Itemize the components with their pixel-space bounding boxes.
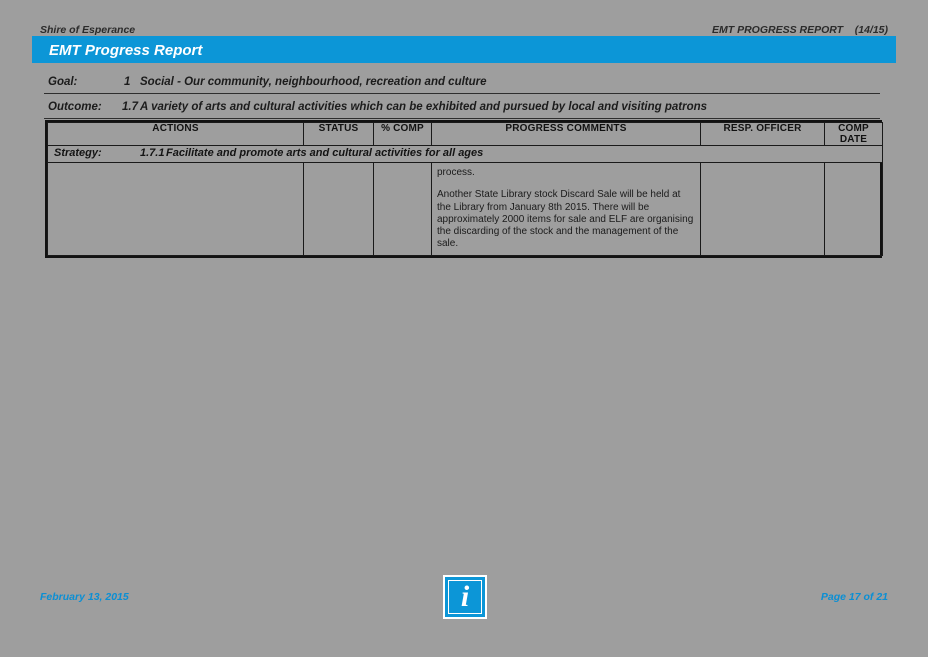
strategy-label: Strategy: bbox=[54, 147, 102, 159]
cell-status-text bbox=[304, 163, 373, 171]
strategy-number: 1.7.1 bbox=[140, 147, 165, 159]
cell-comp-date bbox=[825, 163, 883, 256]
outcome-number: 1.7 bbox=[122, 101, 138, 113]
outcome-row bbox=[44, 99, 880, 119]
logo-glyph: i bbox=[460, 580, 470, 613]
cell-percent-complete-text bbox=[374, 163, 431, 171]
column-header-comp-date: COMP DATE bbox=[825, 123, 883, 146]
cell-resp-officer bbox=[701, 163, 825, 256]
progress-comment-paragraph: Another State Library stock Discard Sale will be held at the Library from January 8th 2015. There will be approximately 2000 items for sale and ELF are organising the discarding of the stock and the management of the sale. bbox=[437, 189, 694, 250]
cell-resp-officer-text bbox=[701, 163, 824, 171]
goal-number: 1 bbox=[124, 76, 131, 88]
column-header-resp-officer: RESP. OFFICER bbox=[701, 123, 825, 146]
cell-actions-text bbox=[48, 163, 303, 171]
cell-percent-complete bbox=[374, 163, 432, 256]
table-header-row bbox=[48, 123, 883, 146]
table-row bbox=[48, 163, 883, 256]
running-header-right: EMT PROGRESS REPORT (14/15) bbox=[711, 24, 888, 36]
footer-date: February 13, 2015 bbox=[40, 591, 129, 603]
strategy-row bbox=[48, 146, 883, 163]
goal-label: Goal: bbox=[48, 76, 78, 88]
outcome-label: Outcome: bbox=[48, 101, 102, 113]
column-header-progress-comments: PROGRESS COMMENTS bbox=[432, 123, 701, 146]
goal-row bbox=[44, 74, 880, 94]
running-header-left: Shire of Esperance bbox=[40, 24, 136, 36]
footer-page-number: Page 17 of 21 bbox=[820, 591, 888, 603]
goal-text: Social - Our community, neighbourhood, recreation and culture bbox=[140, 76, 487, 88]
cell-status bbox=[304, 163, 374, 256]
column-header-percent-complete: % COMP bbox=[374, 123, 432, 146]
report-title-band bbox=[32, 36, 896, 63]
column-header-status: STATUS bbox=[304, 123, 374, 146]
column-header-actions: ACTIONS bbox=[48, 123, 304, 146]
cell-comp-date-text bbox=[825, 163, 882, 171]
strategy-text: Facilitate and promote arts and cultural activities for all ages bbox=[166, 147, 484, 159]
page-title: EMT Progress Report bbox=[49, 42, 203, 59]
cell-actions bbox=[48, 163, 304, 256]
progress-table bbox=[45, 120, 882, 258]
organisation-logo-icon bbox=[443, 575, 487, 619]
cell-progress-comments bbox=[432, 163, 701, 256]
progress-comment-continued: process. bbox=[437, 167, 475, 178]
outcome-text: A variety of arts and cultural activities which can be exhibited and pursued by local and visiting patrons bbox=[140, 101, 708, 113]
